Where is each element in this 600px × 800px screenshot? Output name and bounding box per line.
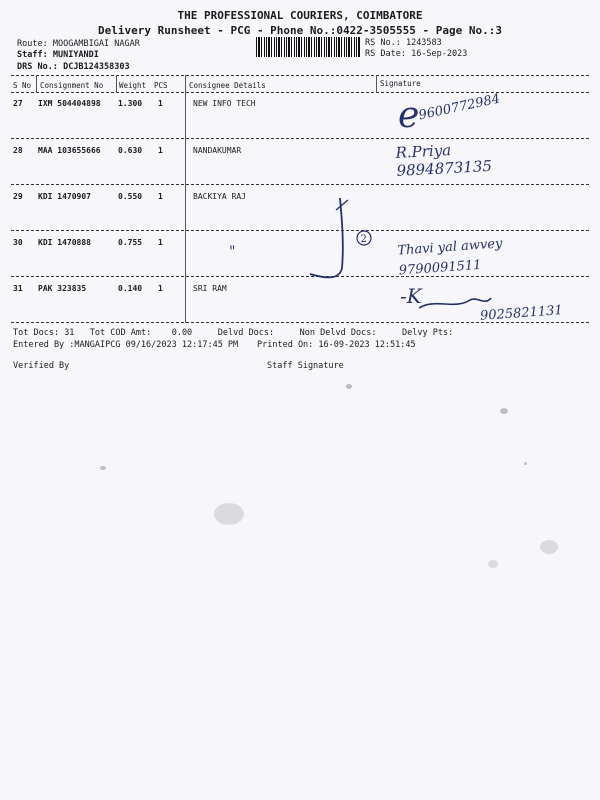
tot-docs-label: Tot Docs:: [13, 328, 60, 338]
handwritten-phone: 9025821131: [479, 303, 564, 324]
rs-date-line: [365, 49, 467, 59]
row-consignment: PAK 323835: [38, 284, 87, 293]
row-consignment: MAA 103655666: [38, 146, 101, 155]
row-weight: 1.300: [118, 99, 143, 108]
tot-cod-label: Tot COD Amt:: [89, 328, 152, 338]
printed-on: Printed On: 16-09-2023 12:51:45: [257, 340, 416, 350]
rs-no-value: 1243583: [405, 38, 442, 48]
row-consignee: SRI RAM: [193, 284, 227, 293]
route-line: [17, 39, 140, 49]
ditto-mark: ": [229, 244, 236, 260]
row-pcs: 1: [158, 192, 163, 201]
drs-label: DRS No.:: [17, 62, 58, 72]
rs-date-value: 16-Sep-2023: [411, 49, 468, 59]
drs-value: DCJB124358303: [63, 62, 130, 72]
row-sno: 28: [13, 146, 23, 155]
rs-no-line: [365, 38, 442, 48]
route-label: Route:: [17, 39, 48, 49]
col-consignment: Consignment No: [40, 81, 104, 90]
drs-line: [17, 62, 130, 72]
runsheet-subtitle: Delivery Runsheet - PCG - Phone No.:0422-3505555 - Page No.:3: [98, 24, 502, 37]
column-divider: [116, 75, 117, 93]
rs-date-label: RS Date:: [365, 49, 406, 59]
row-weight: 0.550: [118, 192, 143, 201]
handwritten-phone: 9600772984: [417, 91, 502, 124]
table-top-rule: [11, 75, 589, 76]
row-consignment: KDI 1470888: [38, 238, 91, 247]
header-bottom-rule: [11, 92, 589, 93]
scan-noise: [214, 503, 244, 525]
column-divider: [185, 75, 186, 323]
row-sno: 30: [13, 238, 23, 247]
tot-docs-value: 31: [64, 328, 75, 338]
column-divider: [376, 75, 377, 93]
handwritten-signature: Thavi yal awvey 9790091511: [396, 236, 503, 279]
delvd-docs-label: Delvd Docs:: [217, 328, 275, 338]
scan-noise: [488, 560, 498, 568]
scan-noise: [540, 540, 558, 554]
row-divider: [11, 184, 589, 185]
company-title: THE PROFESSIONAL COURIERS, COIMBATORE: [177, 9, 423, 22]
row-sno: 27: [13, 99, 23, 108]
delvy-pts-label: Delvy Pts:: [402, 328, 454, 338]
row-consignee: NANDAKUMAR: [193, 146, 242, 155]
row-pcs: 1: [158, 99, 163, 108]
rs-no-label: RS No.:: [365, 38, 401, 48]
staff-signature-label: Staff Signature: [267, 361, 344, 371]
row-pcs: 1: [158, 146, 163, 155]
entered-by: Entered By :MANGAIPCG 09/16/2023 12:17:45 PM: [13, 340, 239, 350]
row-weight: 0.140: [118, 284, 143, 293]
col-sno: S No: [13, 81, 32, 90]
row-consignee: NEW INFO TECH: [193, 99, 256, 108]
non-delvd-docs-label: Non Delvd Docs:: [299, 328, 377, 338]
route-value: MOOGAMBIGAI NAGAR: [52, 39, 140, 49]
row-sno: 31: [13, 284, 23, 293]
row-sno: 29: [13, 192, 23, 201]
scan-noise: [500, 408, 508, 414]
handwritten-bracket-mark: [300, 190, 380, 290]
row-weight: 0.630: [118, 146, 143, 155]
row-pcs: 1: [158, 238, 163, 247]
row-consignment: KDI 1470907: [38, 192, 91, 201]
barcode: [256, 37, 360, 57]
svg-text:2: 2: [360, 234, 367, 245]
col-signature: Signature: [380, 79, 421, 88]
signature-scribble: [415, 288, 495, 318]
row-pcs: 1: [158, 284, 163, 293]
column-divider: [36, 75, 37, 93]
scan-noise: [524, 462, 527, 465]
row-consignee: BACKIYA RAJ: [193, 192, 246, 201]
handwritten-signature-mark: e: [398, 95, 420, 136]
totals-line: [13, 328, 453, 338]
handwritten-signature-mark: -K: [400, 284, 422, 308]
verified-by: Verified By: [13, 361, 70, 371]
row-weight: 0.755: [118, 238, 143, 247]
col-weight: Weight: [119, 81, 147, 90]
tot-cod-value: 0.00: [171, 328, 193, 338]
handwritten-signature: R.Priya 9894873135: [395, 141, 493, 180]
staff-line: [17, 50, 99, 60]
scan-noise: [346, 384, 352, 389]
col-consignee: Consignee Details: [189, 81, 266, 90]
row-consignment: IXM 504404898: [38, 99, 101, 108]
staff-label: Staff:: [17, 50, 48, 60]
staff-value: MUNIYANDI: [52, 50, 99, 60]
scan-noise: [100, 466, 106, 470]
col-pcs: PCS: [154, 81, 168, 90]
